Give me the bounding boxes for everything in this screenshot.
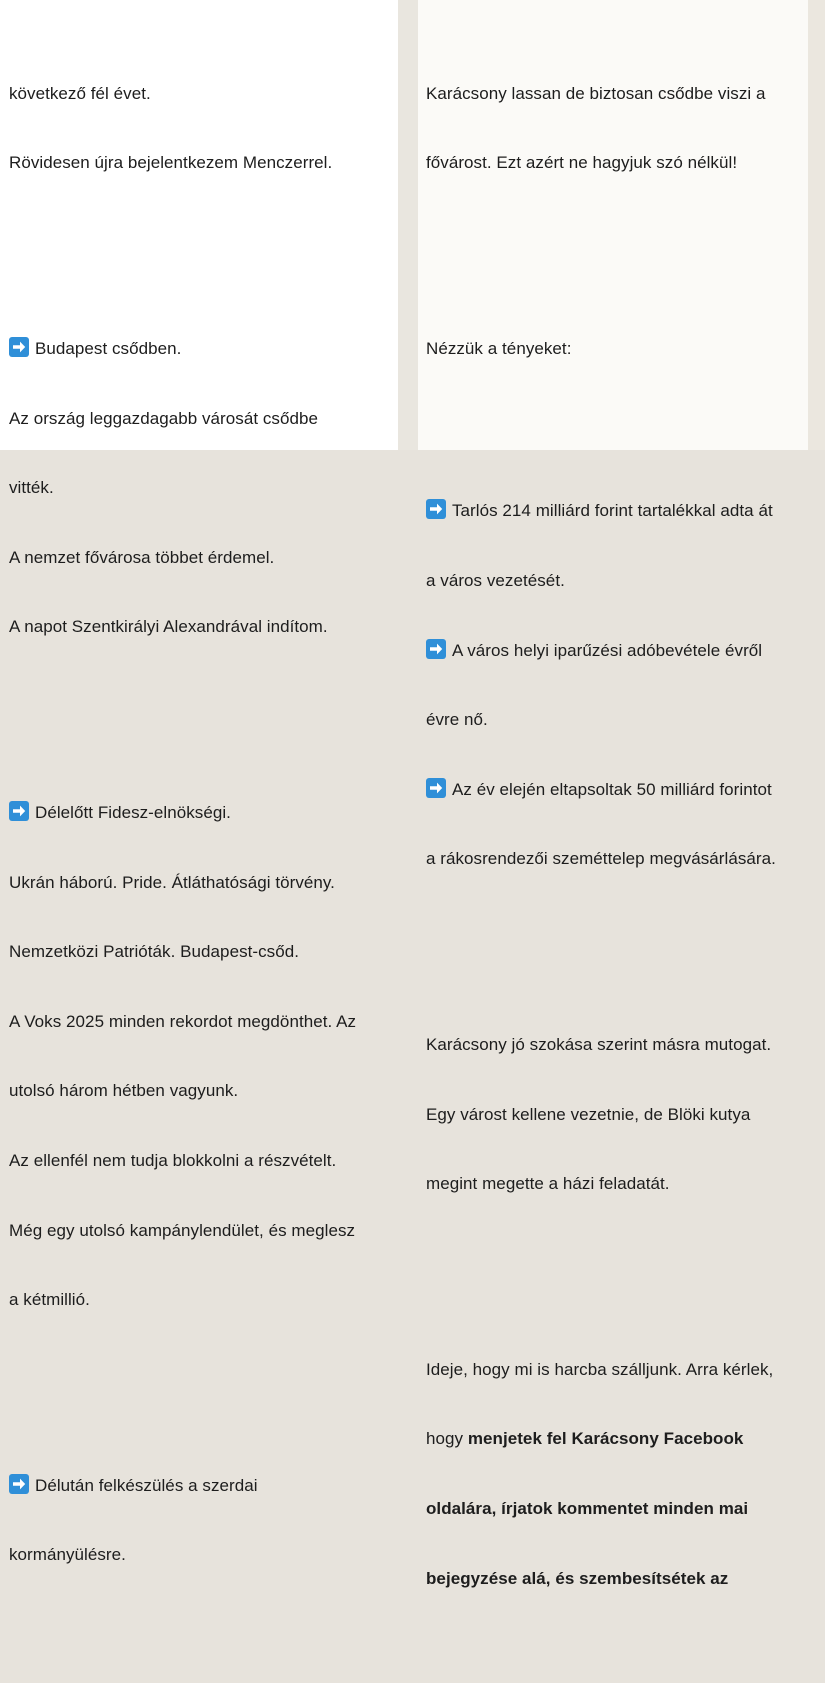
karacsony-paragraph <box>426 987 806 1242</box>
fact-text: A város helyi iparűzési adóbevétele évről <box>452 640 763 660</box>
bold-text: menjetek fel Karácsony Facebook <box>467 1429 744 1449</box>
chat-background-gap <box>398 0 418 450</box>
left-message-text <box>9 0 394 1659</box>
text-line: megint megette a házi feladatát. <box>426 1174 670 1194</box>
fact-text: Az év elején eltapsoltak 50 milliárd forintot <box>452 779 772 799</box>
chat-background-edge <box>808 0 825 450</box>
left-item-fidesz <box>9 755 394 1358</box>
text-line: következő fél évet. <box>9 83 151 103</box>
text-line: évre nő. <box>426 710 488 730</box>
left-intro <box>9 35 394 221</box>
text-line: Karácsony jó szokása szerint másra mutogat. <box>426 1034 772 1054</box>
right-arrow-icon <box>9 1474 29 1494</box>
call-to-action <box>426 1311 806 1636</box>
right-arrow-icon <box>426 778 446 798</box>
item-heading <box>9 801 394 824</box>
left-item-budapest <box>9 291 394 685</box>
item-heading-text: Délelőtt Fidesz-elnökségi. <box>35 802 231 822</box>
text-line: Ukrán háború. Pride. Átláthatósági törvény. <box>9 872 335 892</box>
right-message-text <box>426 0 806 1683</box>
text-line: a kétmillió. <box>9 1290 90 1310</box>
text-line: a város vezetését. <box>426 571 565 590</box>
left-message-bubble <box>0 0 398 1565</box>
bold-text-line: oldalára, írjatok kommentet minden mai <box>426 1498 749 1518</box>
right-arrow-icon <box>9 801 29 821</box>
right-message-bubble <box>418 0 808 1588</box>
fact-line <box>426 639 806 662</box>
plain-text: hogy <box>426 1429 468 1449</box>
text-line <box>426 1427 806 1450</box>
right-arrow-icon <box>426 499 446 519</box>
item-heading-text: Budapest csődben. <box>35 339 182 358</box>
text-line: utolsó három hétben vagyunk. <box>9 1081 239 1101</box>
text-line: A nemzet fővárosa többet érdemel. <box>9 547 275 567</box>
bold-text-line: bejegyzése alá, és szembesítsétek az <box>426 1568 729 1588</box>
text-line: a rákosrendezői szeméttelep megvásárlására. <box>426 849 776 869</box>
facts-block <box>426 291 806 407</box>
fact-line <box>426 778 806 801</box>
text-line: Rövidesen újra bejelentkezem Menczerrel. <box>9 153 333 173</box>
left-item-afternoon <box>9 1427 394 1613</box>
text-line: kormányülésre. <box>9 1545 126 1565</box>
text-line: fővárost. Ezt azért ne hagyjuk szó nélkül! <box>426 153 738 173</box>
text-line: Ideje, hogy mi is harcba szálljunk. Arra kérlek, <box>426 1359 774 1379</box>
right-arrow-icon <box>9 337 29 357</box>
item-heading <box>9 1474 394 1497</box>
right-arrow-icon <box>426 639 446 659</box>
text-line: Egy várost kellene vezetnie, de Blöki kutya <box>426 1104 751 1124</box>
text-line: Az ellenfél nem tudja blokkolni a részvételt. <box>9 1150 337 1170</box>
facts-list <box>426 453 806 917</box>
text-line: A napot Szentkirályi Alexandrával indítom. <box>9 617 328 637</box>
item-heading <box>9 337 394 360</box>
text-line: A Voks 2025 minden rekordot megdönthet. Az <box>9 1011 357 1031</box>
text-line: Karácsony lassan de biztosan csődbe viszi a <box>426 83 766 103</box>
text-line: Még egy utolsó kampánylendület, és meglesz <box>9 1220 356 1240</box>
fact-line <box>426 499 806 522</box>
item-heading-text: Délután felkészülés a szerdai <box>35 1475 258 1495</box>
text-line: Az ország leggazdagabb városát csődbe <box>9 408 318 428</box>
right-intro <box>426 35 806 221</box>
text-line: Nemzetközi Patrióták. Budapest-csőd. <box>9 942 299 962</box>
facts-heading: Nézzük a tényeket: <box>426 339 572 358</box>
fact-text: Tarlós 214 milliárd forint tartalékkal adta át <box>452 501 773 521</box>
text-line: vitték. <box>9 478 54 498</box>
